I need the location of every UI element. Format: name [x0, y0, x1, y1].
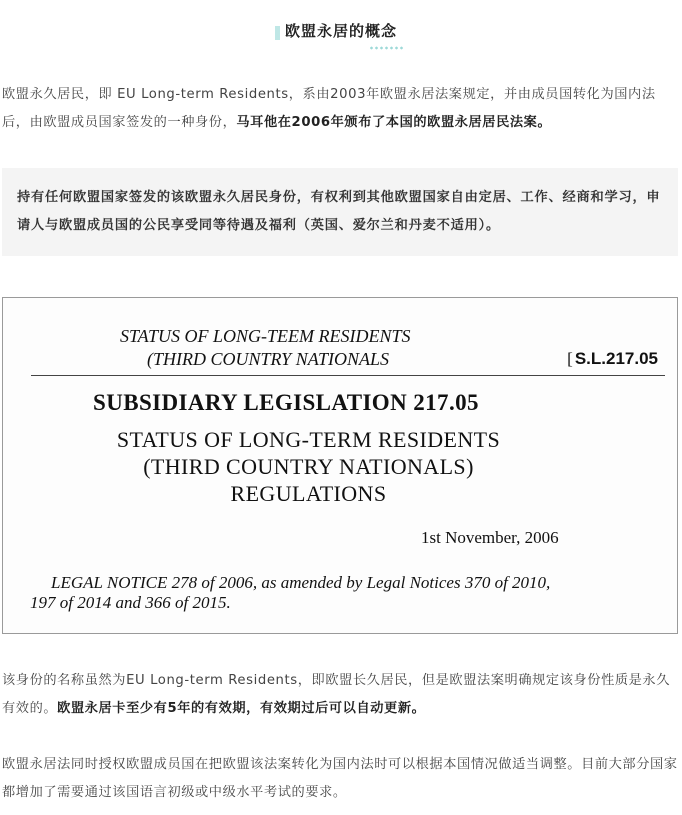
doc-header-line1: STATUS OF LONG-TEEM RESIDENTS [120, 326, 411, 346]
doc-header-rule [31, 375, 665, 376]
doc-legal-notice-line1: LEGAL NOTICE 278 of 2006, as amended by Legal Notices 370 of 2010, [51, 573, 551, 592]
intro-bold-text: 马耳他在2006年颁布了本国的欧盟永居居民法案。 [236, 115, 552, 130]
doc-subsidiary-title: SUBSIDIARY LEGISLATION 217.05 [93, 390, 479, 415]
doc-status-line2: (THIRD COUNTRY NATIONALS) [143, 454, 474, 479]
language-text: 欧盟永居法同时授权欧盟成员国在把欧盟该法案转化为国内法时可以根据本国情况做适当调整。目前大部分国家都增加了需要通过该国语言初级或中级水平考试的要求。 [2, 757, 678, 800]
section-title-wrap [0, 14, 682, 47]
section-title [277, 14, 405, 47]
legislation-document-image [2, 297, 678, 634]
title-accent-bar [275, 26, 280, 40]
validity-bold-text: 欧盟永居卡至少有5年的有效期，有效期过后可以自动更新。 [57, 701, 426, 716]
doc-status-line3: REGULATIONS [230, 481, 387, 506]
doc-header-line2: (THIRD COUNTRY NATIONALS [147, 349, 390, 369]
doc-status-line1: STATUS OF LONG-TERM RESIDENTS [116, 427, 501, 452]
title-dots-decoration [369, 46, 405, 50]
doc-reference-bracket: [ [567, 349, 573, 368]
rights-callout-text: 持有任何欧盟国家签发的该欧盟永久居民身份，有权利到其他欧盟国家自由定居、工作、经商和学习，申请人与欧盟成员国的公民享受同等待遇及福利（英国、爱尔兰和丹麦不适用）。 [17, 190, 661, 233]
doc-reference-number: S.L.217.05 [574, 349, 658, 368]
intro-text: 欧盟永久居民，即 EU Long-term Residents，系由2003年欧盟永居法案规定，并由成员国转化为国内法后，由欧盟成员国家签发的一种身份， [2, 87, 656, 130]
section-title-text: 欧盟永居的概念 [284, 22, 397, 40]
validity-paragraph [2, 667, 680, 723]
rights-callout [2, 168, 678, 256]
language-paragraph [2, 751, 680, 807]
intro-paragraph [2, 81, 680, 137]
validity-text: 该身份的名称虽然为EU Long-term Residents，即欧盟长久居民，但是欧盟法案明确规定该身份性质是永久有效的。 [2, 673, 671, 716]
doc-date: 1st November, 2006 [421, 528, 559, 547]
doc-reference [567, 349, 658, 369]
doc-legal-notice-line2: 197 of 2014 and 366 of 2015. [30, 593, 231, 612]
